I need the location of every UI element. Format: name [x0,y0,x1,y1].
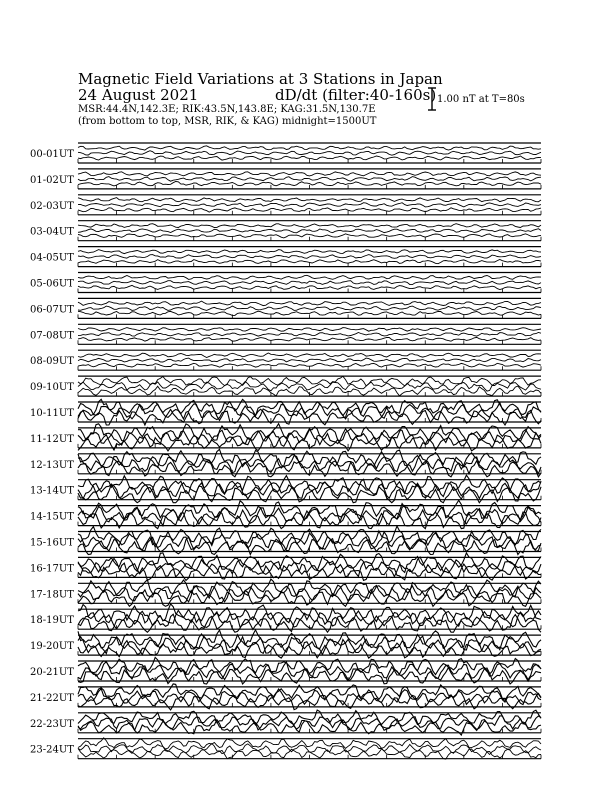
trace-KAG [78,301,541,306]
trace-RIK [78,306,541,310]
trace-RIK [78,429,541,447]
trace-RIK [78,333,541,337]
hour-row-17-18UT [30,579,541,606]
chart-quantity: dD/dt (filter:40-160s) [275,86,437,104]
hour-label: 14-15UT [30,511,74,523]
hour-label: 08-09UT [30,356,74,368]
scale-bar-label: 1.00 nT at T=80s [437,94,525,105]
trace-RIK [78,255,541,259]
hour-label: 17-18UT [30,589,74,601]
hour-label: 10-11UT [30,408,74,419]
hour-label: 23-24UT [30,744,74,756]
hour-row-18-19UT [30,604,541,632]
hour-row-15-16UT [30,526,541,554]
hour-label: 03-04UT [30,226,74,238]
trace-KAG [78,250,541,254]
trace-KAG [78,328,541,332]
trace-RIK [78,177,541,182]
scale-bar [428,88,436,110]
hour-label: 13-14UT [30,485,74,497]
hour-row-00-01UT [30,143,541,163]
trace-order-note: (from bottom to top, MSR, RIK, & KAG) midnight=1500UT [78,116,377,127]
hour-label: 18-19UT [30,615,74,627]
trace-RIK [78,229,541,233]
hour-row-01-02UT [30,169,541,189]
hour-label: 06-07UT [30,304,74,316]
hour-label: 19-20UT [30,641,74,653]
hour-row-20-21UT [30,657,541,684]
hour-row-14-15UT [30,500,541,528]
hour-row-02-03UT [30,195,541,215]
hour-row-06-07UT [30,298,541,318]
hour-label: 04-05UT [30,252,74,264]
trace-KAG [78,376,541,386]
trace-KAG [78,738,541,749]
hour-rows [30,143,541,759]
hour-label: 07-08UT [30,330,74,342]
hour-label: 02-03UT [30,200,74,212]
hour-row-22-23UT [30,710,541,735]
hour-label: 22-23UT [30,718,74,730]
hour-label: 12-13UT [30,459,74,471]
hour-label: 05-06UT [30,278,74,290]
trace-KAG [78,198,541,202]
trace-KAG [78,224,541,228]
hour-label: 20-21UT [30,667,74,678]
hour-row-08-09UT [30,350,541,370]
trace-RIK [78,358,541,362]
trace-KAG [78,172,541,176]
hour-label: 09-10UT [30,382,74,394]
hour-row-10-11UT [30,399,541,425]
trace-RIK [78,151,541,156]
trace-KAG [78,449,541,469]
hour-row-16-17UT [30,553,541,581]
trace-KAG [78,146,541,150]
hour-row-13-14UT [30,475,541,503]
trace-RIK [78,382,541,392]
station-coordinates: MSR:44.4N,142.3E; RIK:43.5N,143.8E; KAG:31.5N,130.7E [78,104,376,115]
chart-date: 24 August 2021 [78,86,199,104]
hour-label: 16-17UT [30,563,74,575]
hour-row-19-20UT [30,630,541,658]
hour-row-11-12UT [30,424,541,451]
hour-label: 21-22UT [30,692,74,704]
hour-row-04-05UT [30,247,541,267]
trace-MSR [78,363,541,367]
hour-label: 01-02UT [30,174,74,186]
trace-RIK [78,203,541,207]
chart-title: Magnetic Field Variations at 3 Stations in Japan [78,70,443,88]
hour-row-03-04UT [30,221,541,241]
hour-row-21-22UT [30,684,541,710]
trace-KAG [78,275,541,279]
hour-label: 15-16UT [30,537,74,549]
hour-label: 00-01UT [30,149,74,160]
hour-row-07-08UT [30,324,541,344]
trace-KAG [78,353,541,358]
hour-row-09-10UT [30,376,541,396]
hour-row-12-13UT [30,449,541,477]
hour-label: 11-12UT [30,433,74,445]
trace-RIK [78,280,541,284]
hour-row-05-06UT [30,273,541,293]
hour-row-23-24UT [30,738,541,759]
